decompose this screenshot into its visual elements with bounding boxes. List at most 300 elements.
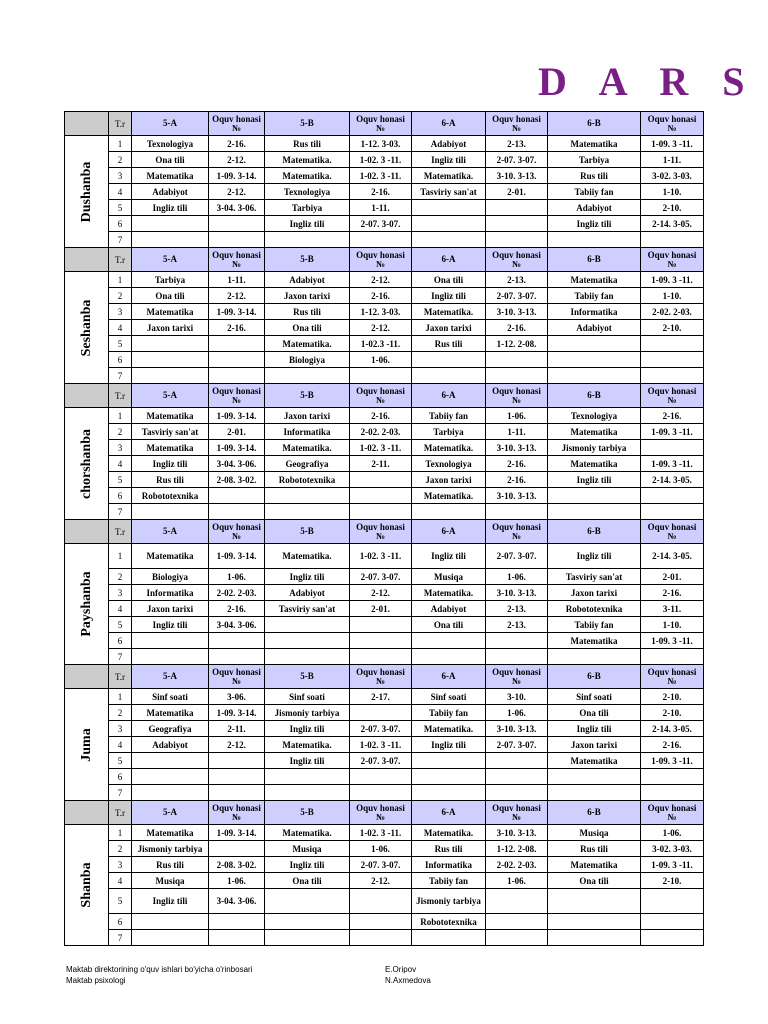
room-cell: 2-10.	[641, 689, 704, 705]
subject-cell: Ingliz tili	[548, 544, 641, 569]
lesson-number: 7	[109, 368, 132, 384]
lesson-number: 2	[109, 841, 132, 857]
subject-cell: Adabiyot	[412, 136, 486, 152]
room-cell: 2-13.	[486, 136, 548, 152]
subject-cell	[132, 336, 209, 352]
room-cell: 2-16.	[209, 320, 265, 336]
room-cell: 1-11.	[209, 272, 265, 288]
table-row	[65, 488, 704, 504]
class-6a-header: 6-A	[412, 665, 486, 689]
table-row	[65, 914, 704, 930]
room-cell	[486, 785, 548, 801]
subject-cell	[412, 649, 486, 665]
subject-cell: Informatika	[548, 304, 641, 320]
header-row	[65, 112, 704, 136]
subject-cell: Tarbiya	[265, 200, 350, 216]
subject-cell: Tasviriy san'at	[548, 569, 641, 585]
subject-cell	[412, 633, 486, 649]
subject-cell	[548, 368, 641, 384]
table-row	[65, 456, 704, 472]
room-cell: 2-12.	[350, 320, 412, 336]
room-cell	[209, 841, 265, 857]
class-5a-header: 5-A	[132, 112, 209, 136]
footer-name-2: N.Axmedova	[385, 976, 431, 985]
subject-cell	[265, 930, 350, 946]
room-cell: 1-02. 3 -11.	[350, 152, 412, 168]
room-cell: 2-14. 3-05.	[641, 472, 704, 488]
class-6a-header: 6-A	[412, 801, 486, 825]
subject-cell: Robototexnika	[548, 601, 641, 617]
subject-cell: Ingliz tili	[265, 857, 350, 873]
subject-cell	[132, 930, 209, 946]
room-header: Oquv honasi №	[486, 520, 548, 544]
room-cell	[209, 368, 265, 384]
room-header: Oquv honasi №	[486, 112, 548, 136]
subject-cell: Adabiyot	[548, 200, 641, 216]
table-row	[65, 472, 704, 488]
room-cell	[641, 930, 704, 946]
room-cell: 2-16.	[641, 408, 704, 424]
room-cell: 1-09. 3 -11.	[641, 456, 704, 472]
room-cell: 2-11.	[350, 456, 412, 472]
subject-cell: Matematika	[132, 544, 209, 569]
subject-cell: Jaxon tarixi	[265, 288, 350, 304]
room-cell	[486, 649, 548, 665]
table-row	[65, 689, 704, 705]
room-cell: 1-06.	[486, 408, 548, 424]
subject-cell: Matematika	[548, 753, 641, 769]
room-cell	[486, 769, 548, 785]
subject-cell: Ingliz tili	[265, 721, 350, 737]
subject-cell	[265, 633, 350, 649]
subject-cell: Jaxon tarixi	[412, 320, 486, 336]
subject-cell	[412, 368, 486, 384]
subject-cell: Jaxon tarixi	[132, 601, 209, 617]
subject-cell	[412, 232, 486, 248]
class-5b-header: 5-B	[265, 520, 350, 544]
day-label-cell	[65, 272, 109, 384]
table-row	[65, 737, 704, 753]
room-cell	[209, 488, 265, 504]
room-cell	[486, 200, 548, 216]
room-cell	[486, 930, 548, 946]
table-row	[65, 753, 704, 769]
subject-cell: Tasviriy san'at	[132, 424, 209, 440]
room-cell: 1-10.	[641, 288, 704, 304]
room-cell: 2-10.	[641, 200, 704, 216]
room-cell: 3-10. 3-13.	[486, 825, 548, 841]
room-header: Oquv honasi №	[209, 520, 265, 544]
room-cell: 1-10.	[641, 617, 704, 633]
room-cell	[350, 232, 412, 248]
subject-cell: Ingliz tili	[265, 753, 350, 769]
subject-cell: Musiqa	[265, 841, 350, 857]
subject-cell: Jismoniy tarbiya	[265, 705, 350, 721]
subject-cell: Matematika.	[412, 304, 486, 320]
lesson-number: 4	[109, 456, 132, 472]
subject-cell: Tabiiy fan	[548, 184, 641, 200]
room-cell: 3-04. 3-06.	[209, 200, 265, 216]
room-cell: 1-06.	[350, 352, 412, 368]
table-row	[65, 889, 704, 914]
room-cell: 2-01.	[209, 424, 265, 440]
room-cell: 2-01.	[486, 184, 548, 200]
subject-cell: Sinf soati	[132, 689, 209, 705]
room-cell: 2-12.	[209, 737, 265, 753]
room-cell	[350, 472, 412, 488]
header-row	[65, 665, 704, 689]
subject-cell: Texnologiya	[412, 456, 486, 472]
room-cell: 1-02. 3 -11.	[350, 544, 412, 569]
subject-cell: Adabiyot	[265, 272, 350, 288]
subject-cell: Sinf soati	[265, 689, 350, 705]
subject-cell: Tabiiy fan	[548, 617, 641, 633]
subject-cell: Tabiiy fan	[548, 288, 641, 304]
class-5a-header: 5-A	[132, 384, 209, 408]
table-row	[65, 504, 704, 520]
subject-cell: Matematika.	[265, 737, 350, 753]
room-cell: 1-09. 3 -11.	[641, 633, 704, 649]
room-cell	[350, 488, 412, 504]
room-cell	[486, 504, 548, 520]
lesson-number: 2	[109, 152, 132, 168]
day-label-cell	[65, 136, 109, 248]
day-name: Juma	[78, 727, 94, 762]
room-cell: 1-09. 3 -11.	[641, 424, 704, 440]
lesson-number: 7	[109, 232, 132, 248]
class-6a-header: 6-A	[412, 248, 486, 272]
room-cell: 1-02. 3 -11.	[350, 440, 412, 456]
subject-cell	[132, 352, 209, 368]
lesson-number: 1	[109, 544, 132, 569]
subject-cell: Biologiya	[132, 569, 209, 585]
room-cell	[209, 785, 265, 801]
subject-cell: Adabiyot	[412, 601, 486, 617]
room-cell	[350, 504, 412, 520]
subject-cell: Matematika.	[265, 440, 350, 456]
lesson-number-header: T.r	[109, 520, 132, 544]
subject-cell: Matematika	[548, 857, 641, 873]
subject-cell: Matematika.	[412, 721, 486, 737]
room-cell	[641, 352, 704, 368]
class-5b-header: 5-B	[265, 384, 350, 408]
room-cell: 1-02. 3 -11.	[350, 737, 412, 753]
room-cell: 2-10.	[641, 873, 704, 889]
subject-cell: Texnologiya	[548, 408, 641, 424]
subject-cell	[412, 216, 486, 232]
table-row	[65, 705, 704, 721]
room-header: Oquv honasi №	[641, 801, 704, 825]
day-name: Payshanba	[78, 571, 94, 637]
subject-cell: Jaxon tarixi	[265, 408, 350, 424]
table-row	[65, 617, 704, 633]
subject-cell: Adabiyot	[548, 320, 641, 336]
subject-cell: Informatika	[412, 857, 486, 873]
room-cell: 2-12.	[209, 288, 265, 304]
lesson-number-header: T.r	[109, 665, 132, 689]
subject-cell: Informatika	[132, 585, 209, 601]
subject-cell: Musiqa	[548, 825, 641, 841]
subject-cell: Matematika.	[265, 336, 350, 352]
lesson-number: 1	[109, 408, 132, 424]
subject-cell	[548, 769, 641, 785]
subject-cell	[132, 785, 209, 801]
class-6b-header: 6-B	[548, 801, 641, 825]
lesson-number: 4	[109, 184, 132, 200]
room-cell: 2-02. 2-03.	[350, 424, 412, 440]
class-5b-header: 5-B	[265, 801, 350, 825]
room-cell: 2-16.	[209, 601, 265, 617]
subject-cell	[265, 368, 350, 384]
subject-cell	[548, 504, 641, 520]
room-cell: 1-11.	[641, 152, 704, 168]
room-header: Oquv honasi №	[350, 112, 412, 136]
subject-cell	[132, 649, 209, 665]
room-cell	[350, 705, 412, 721]
day-name: chorshanba	[78, 428, 94, 499]
room-cell	[486, 914, 548, 930]
room-cell	[350, 368, 412, 384]
room-cell: 2-07. 3-07.	[350, 569, 412, 585]
table-row	[65, 272, 704, 288]
subject-cell: Biologiya	[265, 352, 350, 368]
subject-cell: Musiqa	[132, 873, 209, 889]
room-header: Oquv honasi №	[486, 384, 548, 408]
table-row	[65, 721, 704, 737]
room-cell: 2-12.	[350, 873, 412, 889]
lesson-number: 3	[109, 304, 132, 320]
subject-cell: Ingliz tili	[132, 889, 209, 914]
subject-cell: Ingliz tili	[412, 544, 486, 569]
subject-cell: Jaxon tarixi	[548, 585, 641, 601]
class-6a-header: 6-A	[412, 520, 486, 544]
subject-cell: Matematika.	[412, 488, 486, 504]
table-row	[65, 785, 704, 801]
room-cell	[486, 753, 548, 769]
subject-cell: Jismoniy tarbiya	[412, 889, 486, 914]
room-cell: 2-10.	[641, 320, 704, 336]
room-cell: 2-07. 3-07.	[350, 753, 412, 769]
subject-cell	[548, 914, 641, 930]
subject-cell: Ona tili	[412, 617, 486, 633]
room-cell: 2-17.	[350, 689, 412, 705]
room-cell: 1-11.	[350, 200, 412, 216]
subject-cell: Rus tili	[412, 841, 486, 857]
day-name: Shanba	[78, 862, 94, 908]
room-cell: 3-04. 3-06.	[209, 617, 265, 633]
day-name: Seshanba	[78, 299, 94, 356]
subject-cell: Sinf soati	[548, 689, 641, 705]
room-cell: 1-12. 2-08.	[486, 336, 548, 352]
lesson-number: 5	[109, 753, 132, 769]
class-5a-header: 5-A	[132, 801, 209, 825]
room-cell: 1-09. 3-14.	[209, 408, 265, 424]
day-label-cell	[65, 544, 109, 665]
room-cell: 2-12.	[209, 184, 265, 200]
room-cell: 1-12. 2-08.	[486, 841, 548, 857]
day-label-cell	[65, 689, 109, 801]
room-cell	[641, 336, 704, 352]
room-header: Oquv honasi №	[350, 801, 412, 825]
room-cell: 1-06.	[209, 873, 265, 889]
footer-name-1: E.Oripov	[385, 965, 417, 974]
room-cell: 2-01.	[641, 569, 704, 585]
subject-cell	[412, 785, 486, 801]
lesson-number: 1	[109, 689, 132, 705]
room-cell: 3-02. 3-03.	[641, 841, 704, 857]
subject-cell: Matematika	[132, 825, 209, 841]
room-cell: 3-10. 3-13.	[486, 304, 548, 320]
table-row	[65, 585, 704, 601]
subject-cell: Tarbiya	[132, 272, 209, 288]
room-cell: 2-16.	[486, 456, 548, 472]
room-cell: 2-16.	[641, 737, 704, 753]
room-cell: 1-06.	[209, 569, 265, 585]
subject-cell: Jaxon tarixi	[412, 472, 486, 488]
room-cell: 1-11.	[486, 424, 548, 440]
room-header: Oquv honasi №	[209, 665, 265, 689]
room-cell: 2-02. 2-03.	[486, 857, 548, 873]
subject-cell	[132, 216, 209, 232]
room-cell	[486, 352, 548, 368]
subject-cell	[412, 930, 486, 946]
lesson-number-header: T.r	[109, 112, 132, 136]
room-cell	[209, 336, 265, 352]
subject-cell: Matematika	[548, 136, 641, 152]
subject-cell: Matematika.	[412, 440, 486, 456]
subject-cell: Adabiyot	[132, 184, 209, 200]
subject-cell: Ona tili	[265, 873, 350, 889]
class-5b-header: 5-B	[265, 248, 350, 272]
room-cell: 1-10.	[641, 184, 704, 200]
table-row	[65, 825, 704, 841]
lesson-number-header: T.r	[109, 384, 132, 408]
class-6b-header: 6-B	[548, 384, 641, 408]
lesson-number: 1	[109, 272, 132, 288]
lesson-number: 1	[109, 825, 132, 841]
room-header: Oquv honasi №	[350, 665, 412, 689]
subject-cell: Tasviriy san'at	[412, 184, 486, 200]
class-6b-header: 6-B	[548, 665, 641, 689]
subject-cell: Matematika	[132, 440, 209, 456]
table-row	[65, 200, 704, 216]
room-cell: 2-07. 3-07.	[486, 288, 548, 304]
room-cell: 2-16.	[350, 288, 412, 304]
room-cell	[209, 769, 265, 785]
room-header: Oquv honasi №	[209, 384, 265, 408]
class-6b-header: 6-B	[548, 248, 641, 272]
day-label-cell	[65, 825, 109, 946]
header-row	[65, 801, 704, 825]
lesson-number: 2	[109, 705, 132, 721]
room-cell	[641, 488, 704, 504]
day-label-cell	[65, 408, 109, 520]
room-cell: 1-02. 3 -11.	[350, 168, 412, 184]
room-cell: 2-16.	[350, 408, 412, 424]
table-row	[65, 601, 704, 617]
header-row	[65, 248, 704, 272]
subject-cell	[265, 889, 350, 914]
subject-cell	[548, 889, 641, 914]
subject-cell	[548, 232, 641, 248]
room-header: Oquv honasi №	[486, 248, 548, 272]
room-cell: 2-14. 3-05.	[641, 216, 704, 232]
lesson-number: 4	[109, 873, 132, 889]
room-cell: 2-13.	[486, 272, 548, 288]
schedule-table	[64, 111, 704, 946]
table-row	[65, 216, 704, 232]
room-cell: 2-11.	[209, 721, 265, 737]
lesson-number: 7	[109, 649, 132, 665]
subject-cell: Ingliz tili	[132, 617, 209, 633]
day-header-cell	[65, 248, 109, 272]
subject-cell: Jaxon tarixi	[132, 320, 209, 336]
subject-cell	[265, 914, 350, 930]
subject-cell: Ona tili	[412, 272, 486, 288]
room-cell: 1-02.3 -11.	[350, 336, 412, 352]
room-cell: 2-07. 3-07.	[350, 216, 412, 232]
room-cell: 1-09. 3 -11.	[641, 857, 704, 873]
lesson-number: 7	[109, 504, 132, 520]
lesson-number: 5	[109, 889, 132, 914]
subject-cell: Ingliz tili	[412, 737, 486, 753]
room-cell: 2-12.	[209, 152, 265, 168]
room-cell	[641, 504, 704, 520]
room-cell: 1-12. 3-03.	[350, 136, 412, 152]
room-cell	[209, 914, 265, 930]
subject-cell: Matematika.	[412, 168, 486, 184]
subject-cell: Adabiyot	[265, 585, 350, 601]
room-cell	[641, 649, 704, 665]
room-cell	[350, 633, 412, 649]
room-cell: 3-10. 3-13.	[486, 585, 548, 601]
room-cell: 2-16.	[209, 136, 265, 152]
table-row	[65, 649, 704, 665]
room-cell: 1-09. 3 -11.	[641, 272, 704, 288]
subject-cell	[132, 368, 209, 384]
room-cell	[486, 232, 548, 248]
lesson-number: 6	[109, 488, 132, 504]
table-row	[65, 232, 704, 248]
subject-cell: Ona tili	[132, 152, 209, 168]
subject-cell: Rus tili	[265, 136, 350, 152]
day-header-cell	[65, 665, 109, 689]
lesson-number: 4	[109, 737, 132, 753]
subject-cell: Adabiyot	[132, 737, 209, 753]
subject-cell	[548, 785, 641, 801]
subject-cell: Robototexnika	[132, 488, 209, 504]
subject-cell: Matematika.	[412, 825, 486, 841]
subject-cell	[548, 352, 641, 368]
lesson-number: 3	[109, 440, 132, 456]
room-cell: 2-08. 3-02.	[209, 472, 265, 488]
subject-cell: Matematika.	[412, 585, 486, 601]
room-cell: 1-12. 3-03.	[350, 304, 412, 320]
subject-cell: Matematika	[548, 633, 641, 649]
subject-cell	[132, 753, 209, 769]
lesson-number: 3	[109, 857, 132, 873]
room-cell	[486, 633, 548, 649]
table-row	[65, 873, 704, 889]
room-cell	[350, 785, 412, 801]
room-cell	[486, 216, 548, 232]
table-row	[65, 569, 704, 585]
table-row	[65, 304, 704, 320]
subject-cell: Ingliz tili	[548, 216, 641, 232]
lesson-number: 6	[109, 216, 132, 232]
table-row	[65, 769, 704, 785]
subject-cell	[132, 504, 209, 520]
